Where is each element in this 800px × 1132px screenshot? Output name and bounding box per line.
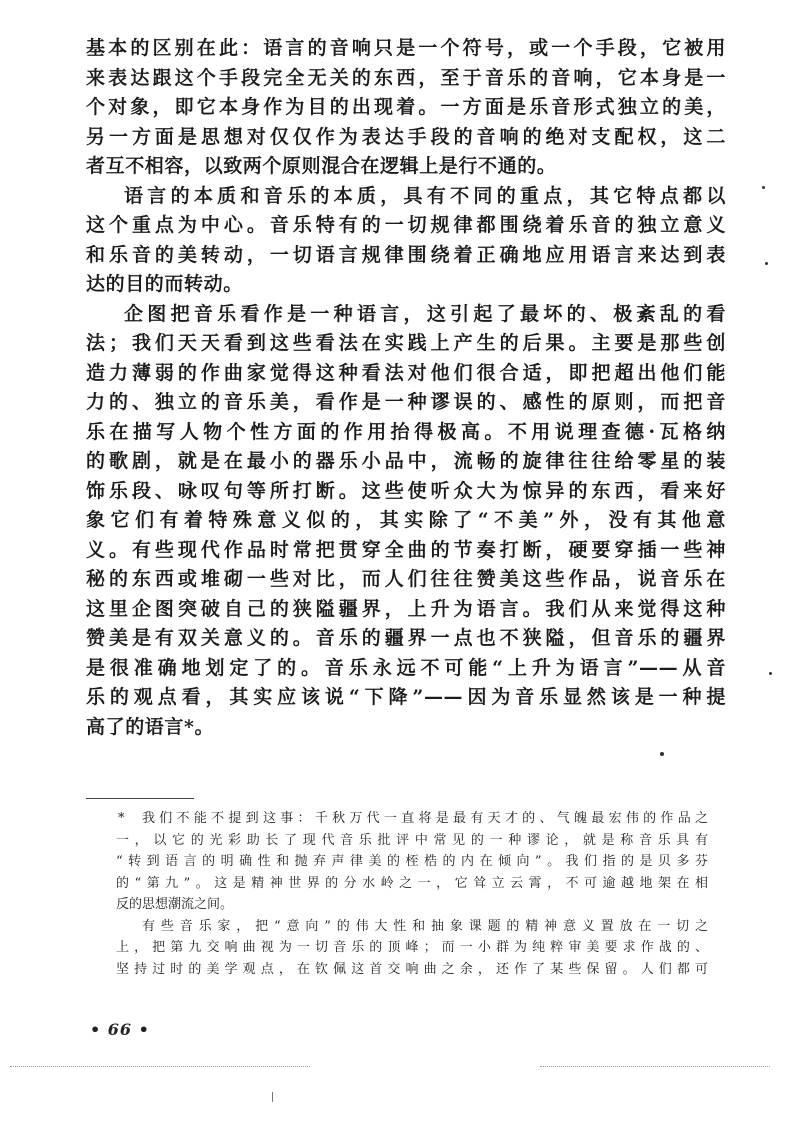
text-line: 乐在描写人物个性方面的作用抬得极高。不用说理查德·瓦格纳 — [86, 420, 726, 443]
paragraph-start-line: 语言的本质和音乐的本质，具有不同的重点，其它特点都以 — [124, 184, 726, 207]
text-line: 者互不相容，以致两个原则混合在逻辑上是行不通的。 — [86, 155, 557, 177]
footnote-line: 的“第九”。这是精神世界的分水岭之一，它耸立云霄，不可逾越地架在相 — [116, 875, 708, 891]
footnote-line: 我们不能不提到这事：千秋万代一直将是最有天才的、气魄最宏伟的作品之 — [142, 811, 708, 826]
paragraph-start-line: 企图把音乐看作是一种语言，这引起了最坏的、极紊乱的看 — [124, 302, 726, 325]
text-line: 的歌剧，就是在最小的器乐小品中，流畅的旋律往往给零星的装 — [86, 450, 726, 472]
text-line: 乐的观点看，其实应该说“下降”——因为音乐显然该是一种提 — [86, 686, 726, 708]
text-line: 高了的语言*。 — [86, 715, 215, 738]
scan-speck — [765, 262, 768, 265]
scan-speck — [660, 752, 664, 756]
text-line: 赞美是有双关意义的。音乐的疆界一点也不狭隘，但音乐的疆界 — [86, 627, 726, 649]
footnote-line: 反的思想潮流之间。 — [116, 897, 234, 912]
text-line: 来表达跟这个手段完全无关的东西，至于音乐的音响，它本身是一 — [86, 66, 726, 89]
text-line: 象它们有着特殊意义似的，其实除了“不美”外，没有其他意 — [86, 509, 726, 531]
text-line: 和乐音的美转动，一切语言规律围绕着正确地应用语言来达到表 — [86, 243, 726, 266]
text-line: 另一方面是思想对仅仅作为表达手段的音响的绝对支配权，这二 — [86, 125, 726, 148]
text-line: 是很准确地划定了的。音乐永远不可能“上升为语言”——从音 — [86, 656, 726, 679]
footnote-line: 有些音乐家，把“意向”的伟大性和抽象课题的精神意义置放在一切之 — [142, 918, 708, 934]
text-line: 造力薄弱的作曲家觉得这种看法对他们很合适，即把超出他们能 — [86, 361, 726, 384]
text-line: 个对象，即它本身作为目的出现着。一方面是乐音形式独立的美， — [86, 96, 726, 118]
page-number: • 66 • — [90, 1020, 150, 1039]
footnote-line: 上，把第九交响曲视为一切音乐的顶峰；而一小群为纯粹审美要求作战的、 — [116, 940, 708, 955]
footnote-line: 坚持过时的美学观点，在钦佩这首交响曲之余，还作了某些保留。人们都可 — [116, 961, 708, 977]
footnote-marker: * — [118, 811, 125, 826]
text-line: 这个重点为中心。音乐特有的一切规律都围绕着乐音的独立意义 — [86, 214, 726, 236]
text-line: 秘的东西或堆砌一些对比，而人们往往赞美这些作品，说音乐在 — [86, 568, 726, 590]
footnote-line: “转到语言的明确性和抛弃声律美的桎梏的内在倾向”。我们指的是贝多芬 — [116, 854, 708, 869]
scan-artifact-line — [10, 1066, 310, 1067]
scan-artifact-line — [540, 1066, 770, 1067]
text-line: 法；我们天天看到这些看法在实践上产生的后果。主要是那些创 — [86, 332, 726, 354]
text-line: 力的、独立的音乐美，看作是一种谬误的、感性的原则，而把音 — [86, 391, 726, 413]
footnote-separator — [86, 798, 194, 799]
footnote — [116, 808, 708, 980]
footnote-line: 一，以它的光彩助长了现代音乐批评中常见的一种谬论，就是称音乐具有 — [116, 832, 708, 848]
text-line: 义。有些现代作品时常把贯穿全曲的节奏打断，硬要穿插一些神 — [86, 538, 726, 561]
scan-speck — [769, 672, 772, 675]
text-line: 基本的区别在此：语言的音响只是一个符号，或一个手段，它被用 — [86, 37, 726, 59]
scan-mark — [272, 1092, 273, 1102]
text-line: 达的目的而转动。 — [86, 273, 243, 295]
scan-speck — [762, 186, 765, 189]
text-line: 饰乐段、咏叹句等所打断。这些使听众大为惊异的东西，看来好 — [86, 479, 726, 502]
text-line: 这里企图突破自己的狭隘疆界，上升为语言。我们从来觉得这种 — [86, 597, 726, 620]
main-text — [86, 34, 726, 742]
